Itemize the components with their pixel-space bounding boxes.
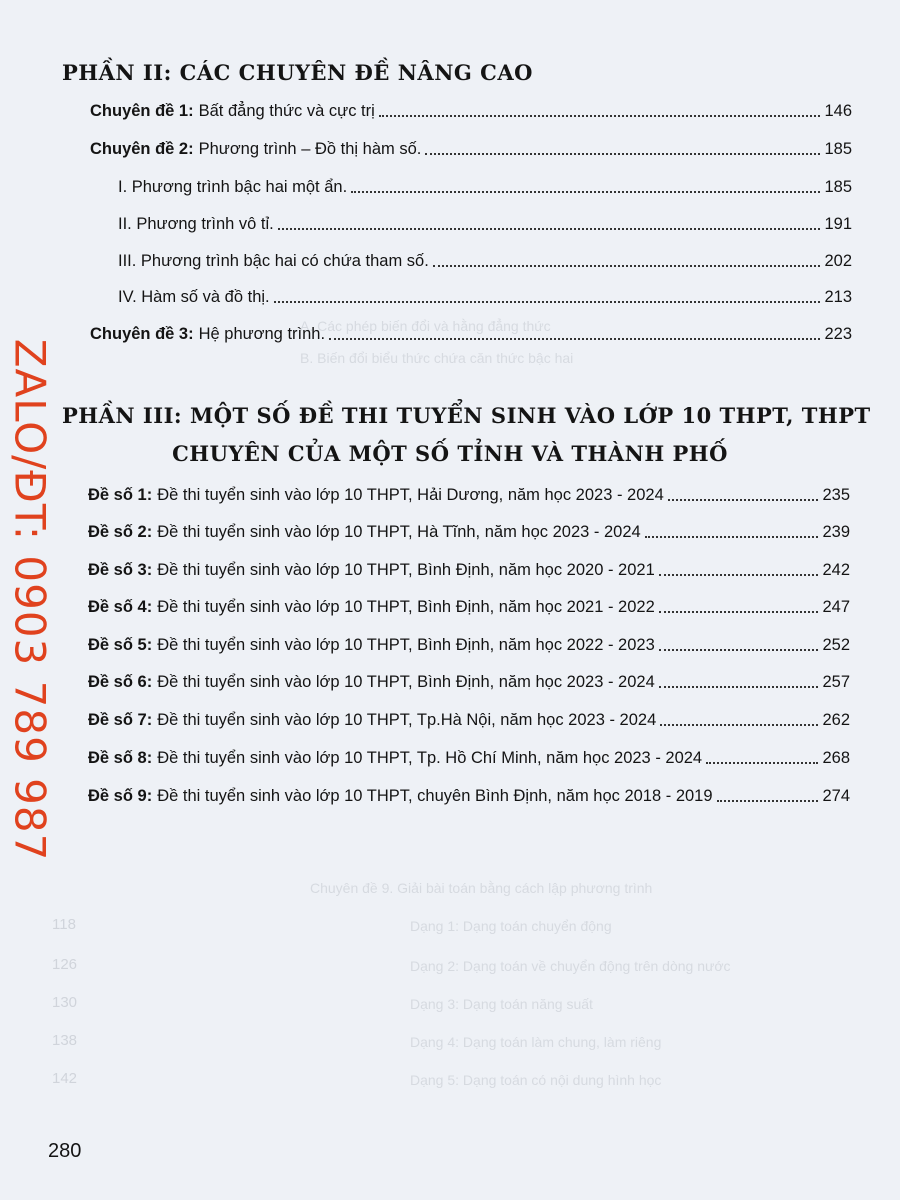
toc-subentry[interactable]: [118, 213, 852, 235]
dot-leader: [659, 686, 818, 688]
dot-leader: [645, 536, 818, 538]
toc-entry[interactable]: [88, 484, 850, 506]
toc-entry-label: Đề số 3:: [88, 561, 153, 579]
dot-leader: [668, 499, 818, 501]
toc-entry-label: Đề số 1:: [88, 486, 153, 504]
toc-entry-label: Đề số 4:: [88, 598, 153, 616]
toc-entry-label: Chuyên đề 3:: [90, 325, 194, 343]
toc-entry-title: III. Phương trình bậc hai có chứa tham số.: [118, 252, 429, 270]
toc-entry-title: Đề thi tuyển sinh vào lớp 10 THPT, Tp.Hà Nội, năm học 2023 - 2024: [157, 711, 657, 729]
part3-heading-line1: PHẦN III: MỘT SỐ ĐỀ THI TUYỂN SINH VÀO LỚP 10 THPT, THPT: [62, 403, 871, 428]
toc-entry-title: IV. Hàm số và đồ thị.: [118, 288, 270, 306]
toc-entry-page: 185: [824, 140, 852, 158]
book-page: A. Các phép biến đổi và hằng đẳng thức B. Biến đổi biểu thức chứa căn thức bậc hai Chuyên đề 9. Giải bài toán bằng cách lập phương trình Dạng 1: Dạng toán chuyển động Dạng 2: Dạng toán về chuyển động trên dòng nước Dạng 3: Dạng toán năng suất Dạng 4: Dạng toán làm chung, làm riêng Dạng 5: Dạng toán có nội dung hình học 118 126 130 138 142 PHẦN II: CÁC CHUYÊN ĐỀ NÂNG CAO Chuyên đề 1: Bất đẳng thức và cực trị 146 Chuyên đề 2: Phương trình – Đồ thị hàm số. 185 I. Phương trình bậc hai một ẩn. 185 II. Phương trình vô tỉ. 191 III. Phương trình bậc hai có chứa tham số. 202 IV. Hàm số và đồ thị. 213 Chuyên đề 3: Hệ phương trình. 223 PHẦN III: MỘT SỐ ĐỀ THI TUYỂN SINH VÀO LỚP 10 THPT, THPT CHUYÊN CỦA MỘT SỐ TỈNH VÀ THÀNH PHỐ Đề số 1: Đề thi tuyển sinh vào lớp 10 THPT, Hải Dương, năm học 2023 - 2024 235 Đề số 2: Đề thi tuyển sinh vào lớp 10 THPT, Hà Tĩnh, năm học 2023 - 2024 239 Đề số 3: Đề thi tuyển sinh vào lớp 10 THPT, Bình Định, năm học 2020 - 2021 242 Đề số 4: Đề thi tuyển sinh vào lớp 10 THPT, Bình Định, năm học 2021 - 2022 247 Đề số 5: Đề thi tuyển sinh vào lớp 10 THPT, Bình Định, năm học 2022 - 2023 252 Đề số 6: Đề thi tuyển sinh vào lớp 10 THPT, Bình Định, năm học 2023 - 2024 257 Đề số 7: Đề thi tuyển sinh vào lớp 10 THPT, Tp.Hà Nội, năm học 2023 - 2024 262 Đề số 8: Đề thi tuyển sinh vào lớp 10 THPT, Tp. Hồ Chí Minh, năm học 2023 - 2024 268 Đề số 9: Đề thi tuyển sinh vào lớp 10 THPT, chuyên Bình Định, năm học 2018 - 2019 274 ZALO/ĐT: 0903 789 987 280: [0, 0, 900, 1200]
toc-entry-title: Phương trình – Đồ thị hàm số.: [198, 140, 422, 158]
toc-entry[interactable]: [88, 521, 850, 543]
toc-entry-title: Đề thi tuyển sinh vào lớp 10 THPT, Tp. Hồ Chí Minh, năm học 2023 - 2024: [157, 749, 703, 767]
toc-entry-title: Đề thi tuyển sinh vào lớp 10 THPT, Bình Định, năm học 2023 - 2024: [157, 673, 655, 691]
toc-entry-title: Hệ phương trình.: [198, 325, 326, 343]
toc-entry[interactable]: [88, 634, 850, 656]
toc-entry-page: 257: [822, 673, 850, 691]
toc-subentry[interactable]: [118, 286, 852, 308]
toc-entry-label: Đề số 5:: [88, 636, 153, 654]
toc-entry-title: Đề thi tuyển sinh vào lớp 10 THPT, Hà Tĩnh, năm học 2023 - 2024: [157, 523, 641, 541]
toc-entry-title: I. Phương trình bậc hai một ẩn.: [118, 178, 348, 196]
dot-leader: [351, 191, 820, 193]
dot-leader: [659, 649, 818, 651]
toc-entry-page: 262: [822, 711, 850, 729]
toc-entry-page: 146: [824, 102, 852, 120]
toc-entry-title: II. Phương trình vô tỉ.: [118, 215, 274, 233]
toc-entry-title: Đề thi tuyển sinh vào lớp 10 THPT, Bình Định, năm học 2021 - 2022: [157, 598, 655, 616]
dot-leader: [425, 153, 820, 155]
dot-leader: [274, 301, 820, 303]
toc-entry[interactable]: [90, 138, 852, 160]
toc-entry-page: 268: [822, 749, 850, 767]
toc-entry-label: Đề số 2:: [88, 523, 153, 541]
toc-entry-page: 242: [822, 561, 850, 579]
toc-entry-label: Chuyên đề 1:: [90, 102, 194, 120]
toc-subentry[interactable]: [118, 176, 852, 198]
toc-entry[interactable]: [88, 747, 850, 769]
toc-entry-page: 239: [822, 523, 850, 541]
toc-entry-label: Đề số 7:: [88, 711, 153, 729]
toc-entry-page: 252: [822, 636, 850, 654]
dot-leader: [433, 265, 820, 267]
toc-entry-label: Chuyên đề 2:: [90, 140, 194, 158]
toc-entry-page: 213: [824, 288, 852, 306]
toc-subentry[interactable]: [118, 250, 852, 272]
part2-heading: PHẦN II: CÁC CHUYÊN ĐỀ NÂNG CAO: [62, 60, 533, 85]
toc-entry-page: 191: [824, 215, 852, 233]
dot-leader: [660, 724, 818, 726]
dot-leader: [717, 800, 818, 802]
dot-leader: [659, 574, 818, 576]
contact-watermark: [0, 300, 60, 900]
toc-entry-title: Đề thi tuyển sinh vào lớp 10 THPT, Bình Định, năm học 2020 - 2021: [157, 561, 655, 579]
toc-entry-label: Đề số 9:: [88, 787, 153, 805]
toc-entry[interactable]: [90, 100, 852, 122]
page-number: 280: [48, 1140, 82, 1162]
toc-entry-title: Đề thi tuyển sinh vào lớp 10 THPT, Bình Định, năm học 2022 - 2023: [157, 636, 655, 654]
toc-entry-page: 274: [822, 787, 850, 805]
toc-entry[interactable]: [88, 559, 850, 581]
dot-leader: [329, 338, 820, 340]
toc-entry-title: Bất đẳng thức và cực trị: [198, 102, 375, 120]
toc-entry-title: Đề thi tuyển sinh vào lớp 10 THPT, chuyên Bình Định, năm học 2018 - 2019: [157, 787, 713, 805]
toc-entry[interactable]: [88, 671, 850, 693]
toc-entry-page: 235: [822, 486, 850, 504]
toc-entry-page: 202: [824, 252, 852, 270]
toc-entry-label: Đề số 8:: [88, 749, 153, 767]
toc-entry-page: 247: [822, 598, 850, 616]
dot-leader: [659, 611, 818, 613]
toc-entry[interactable]: [88, 709, 850, 731]
dot-leader: [379, 115, 820, 117]
contact-watermark-text: ZALO/ĐT: 0903 789 987: [5, 338, 55, 862]
toc-entry[interactable]: [90, 323, 852, 345]
dot-leader: [278, 228, 820, 230]
dot-leader: [706, 762, 818, 764]
toc-entry-page: 185: [824, 178, 852, 196]
toc-entry-label: Đề số 6:: [88, 673, 153, 691]
toc-entry[interactable]: [88, 785, 850, 807]
toc-entry[interactable]: [88, 596, 850, 618]
toc-entry-title: Đề thi tuyển sinh vào lớp 10 THPT, Hải Dương, năm học 2023 - 2024: [157, 486, 664, 504]
part3-heading-line2: CHUYÊN CỦA MỘT SỐ TỈNH VÀ THÀNH PHỐ: [172, 441, 728, 466]
toc-entry-page: 223: [824, 325, 852, 343]
